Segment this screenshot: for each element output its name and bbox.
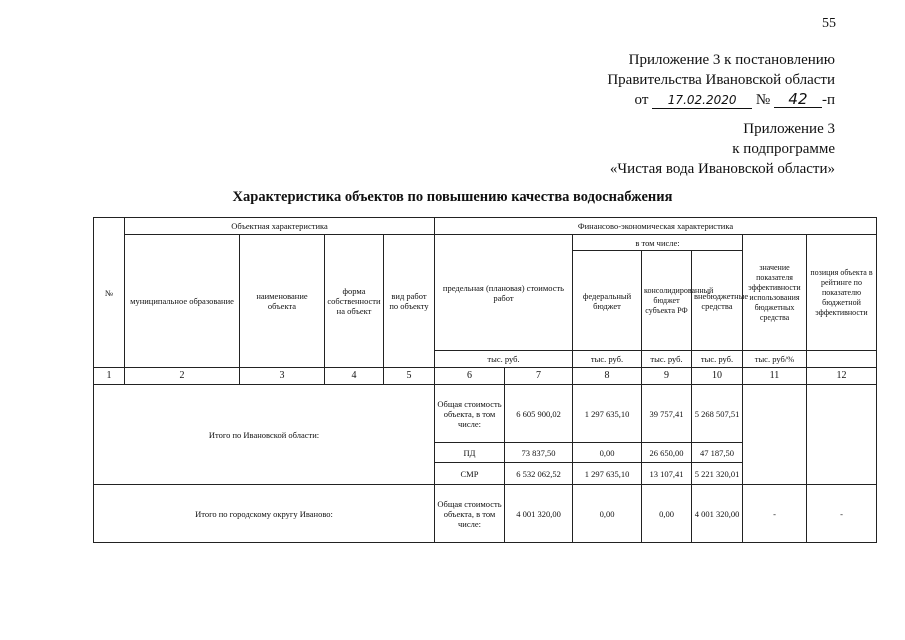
row-rating — [807, 385, 877, 485]
column-number: 5 — [384, 368, 435, 385]
column-number: 6 — [435, 368, 505, 385]
appendix-subprogram-line2: к подпрограмме — [732, 141, 835, 157]
header-efficiency: значение показателя эффективности использования бюджетных средства — [743, 235, 807, 351]
header-ownership: форма собственности на объект — [325, 235, 384, 368]
row-rating: - — [807, 485, 877, 543]
unit-consolidated: тыс. руб. — [642, 351, 692, 368]
document-title: Характеристика объектов по повышению качества водоснабжения — [232, 189, 673, 205]
column-number: 8 — [573, 368, 642, 385]
header-municipality: муниципальное образование — [125, 235, 240, 368]
header-including: в том числе: — [573, 235, 743, 251]
column-number: 3 — [240, 368, 325, 385]
number-label: № — [755, 92, 771, 108]
row-cost: 4 001 320,00 — [505, 485, 573, 543]
unit-extrabudget: тыс. руб. — [692, 351, 743, 368]
header-object-group: Объектная характеристика — [125, 218, 435, 235]
row-extrabudget: 47 187,50 — [692, 443, 743, 463]
page-number: 55 — [822, 16, 836, 31]
header-consolidated: консолидированный бюджет субъекта РФ — [642, 251, 692, 351]
row-federal: 0,00 — [573, 443, 642, 463]
column-number: 2 — [125, 368, 240, 385]
column-number: 11 — [743, 368, 807, 385]
objects-table — [93, 217, 877, 543]
header-object-name: наименование объекта — [240, 235, 325, 368]
decree-number: 42 — [774, 92, 822, 108]
row-label: Итого по Ивановской области: — [94, 385, 435, 485]
row-extrabudget: 5 221 320,01 — [692, 463, 743, 485]
row-efficiency: - — [743, 485, 807, 543]
appendix-decree-line1: Приложение 3 к постановлению — [628, 52, 835, 68]
row-federal: 1 297 635,10 — [573, 385, 642, 443]
row-extrabudget: 4 001 320,00 — [692, 485, 743, 543]
column-number: 9 — [642, 368, 692, 385]
unit-efficiency: тыс. руб/% — [743, 351, 807, 368]
row-efficiency — [743, 385, 807, 485]
row-cost: 6 605 900,02 — [505, 385, 573, 443]
row-type: СМР — [435, 463, 505, 485]
decree-date: 17.02.2020 — [652, 93, 752, 109]
row-type: Общая стоимость объекта, в том числе: — [435, 485, 505, 543]
header-federal: федеральный бюджет — [573, 251, 642, 351]
row-type: Общая стоимость объекта, в том числе: — [435, 385, 505, 443]
row-federal: 1 297 635,10 — [573, 463, 642, 485]
row-federal: 0,00 — [573, 485, 642, 543]
decree-date-number — [607, 90, 835, 110]
header-extrabudget: внебюджетные средства — [692, 251, 743, 351]
appendix-decree-line2: Правительства Ивановской области — [607, 72, 835, 88]
header-rating: позиция объекта в рейтинге по показателю бюджетной эффективности — [807, 235, 877, 351]
row-extrabudget: 5 268 507,51 — [692, 385, 743, 443]
appendix-decree-block — [607, 50, 835, 110]
row-cost: 6 532 062,52 — [505, 463, 573, 485]
column-number: 1 — [94, 368, 125, 385]
column-number: 7 — [505, 368, 573, 385]
table-row — [94, 485, 877, 543]
appendix-subprogram-line1: Приложение 3 — [743, 121, 835, 137]
header-planned-cost: предельная (плановая) стоимость работ — [435, 235, 573, 351]
unit-rating — [807, 351, 877, 368]
appendix-subprogram-line3: «Чистая вода Ивановской области» — [609, 161, 835, 177]
row-consolidated: 26 650,00 — [642, 443, 692, 463]
header-finance-group: Финансово-экономическая характеристика — [435, 218, 877, 235]
row-consolidated: 39 757,41 — [642, 385, 692, 443]
header-num: № — [94, 218, 125, 368]
header-work-type: вид работ по объекту — [384, 235, 435, 368]
row-label: Итого по городскому округу Иваново: — [94, 485, 435, 543]
row-cost: 73 837,50 — [505, 443, 573, 463]
decree-suffix: -п — [821, 92, 835, 108]
row-consolidated: 0,00 — [642, 485, 692, 543]
appendix-subprogram-block — [610, 119, 835, 179]
column-number: 10 — [692, 368, 743, 385]
row-consolidated: 13 107,41 — [642, 463, 692, 485]
row-type: ПД — [435, 443, 505, 463]
table-row — [94, 385, 877, 443]
column-number: 12 — [807, 368, 877, 385]
from-label: от — [634, 92, 649, 108]
column-number: 4 — [325, 368, 384, 385]
unit-federal: тыс. руб. — [573, 351, 642, 368]
unit-cost: тыс. руб. — [435, 351, 573, 368]
